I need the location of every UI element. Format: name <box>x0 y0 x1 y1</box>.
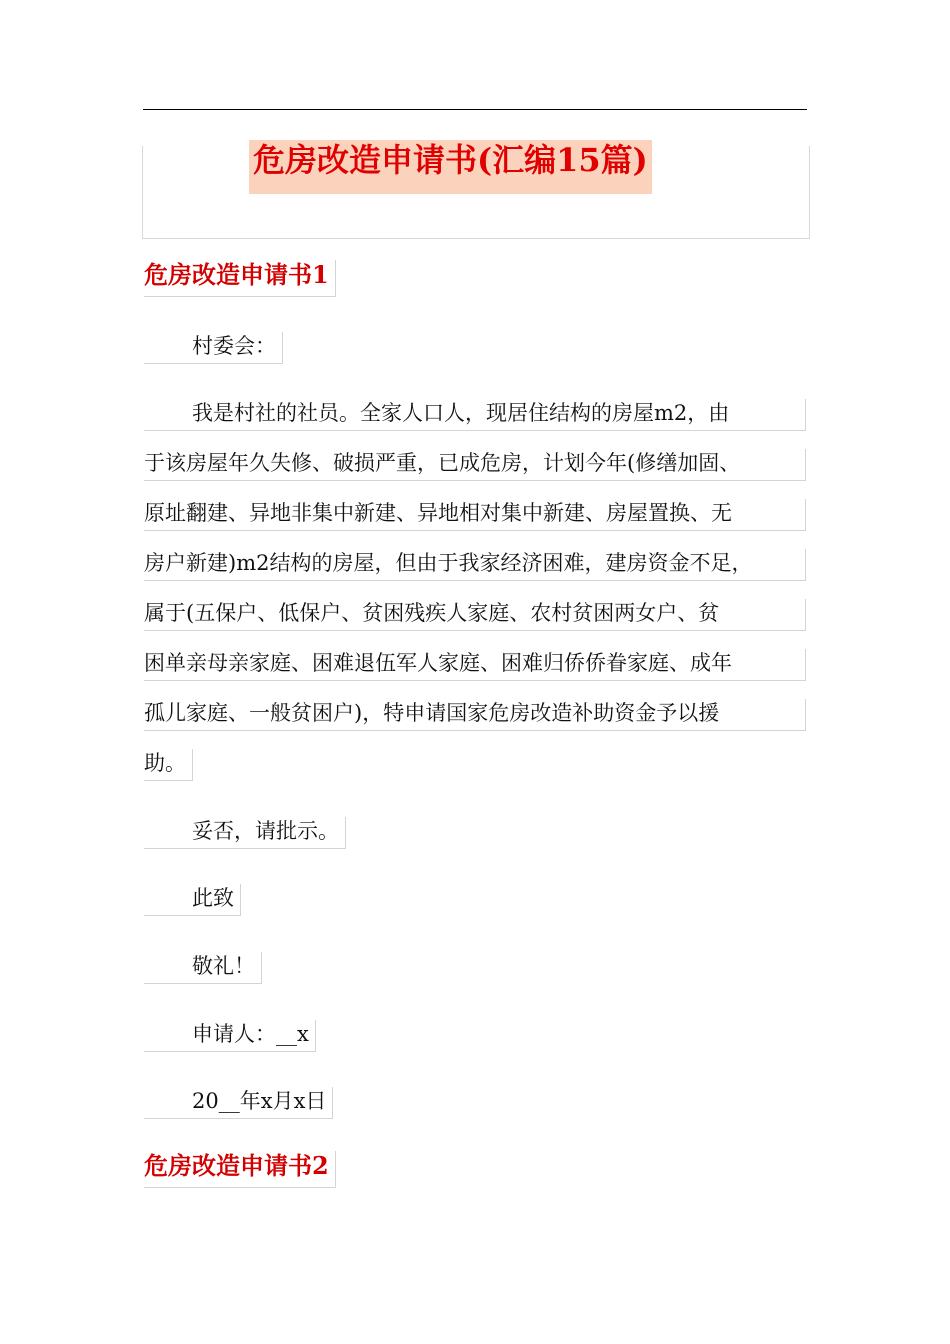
salutation: 村委会： <box>144 332 283 364</box>
body-line: 困单亲母亲家庭、困难退伍军人家庭、困难归侨侨眷家庭、成年 <box>144 649 806 681</box>
body-line: 孤儿家庭、一般贫困户)，特申请国家危房改造补助资金予以援 <box>144 699 806 731</box>
body-line: 属于(五保户、低保户、贫困残疾人家庭、农村贫困两女户、贫 <box>144 599 806 631</box>
section-heading-1: 危房改造申请书1 <box>144 260 336 297</box>
closing-line: 此致 <box>144 884 241 916</box>
section-heading-2: 危房改造申请书2 <box>144 1151 336 1188</box>
date-line: 20__年x月x日 <box>144 1087 333 1119</box>
body-line: 房户新建)m2结构的房屋，但由于我家经济困难，建房资金不足， <box>144 549 806 581</box>
applicant-line: 申请人：__x <box>144 1020 316 1052</box>
document-title: 危房改造申请书(汇编15篇) <box>249 140 652 194</box>
closing-line: 敬礼！ <box>144 952 262 984</box>
header-rule <box>143 109 807 110</box>
request-line: 妥否，请批示。 <box>144 817 346 849</box>
body-line: 我是村社的社员。全家人口人，现居住结构的房屋m2，由 <box>144 399 806 431</box>
body-line: 助。 <box>144 749 193 781</box>
body-line: 原址翻建、异地非集中新建、异地相对集中新建、房屋置换、无 <box>144 499 806 531</box>
body-line: 于该房屋年久失修、破损严重，已成危房，计划今年(修缮加固、 <box>144 449 806 481</box>
